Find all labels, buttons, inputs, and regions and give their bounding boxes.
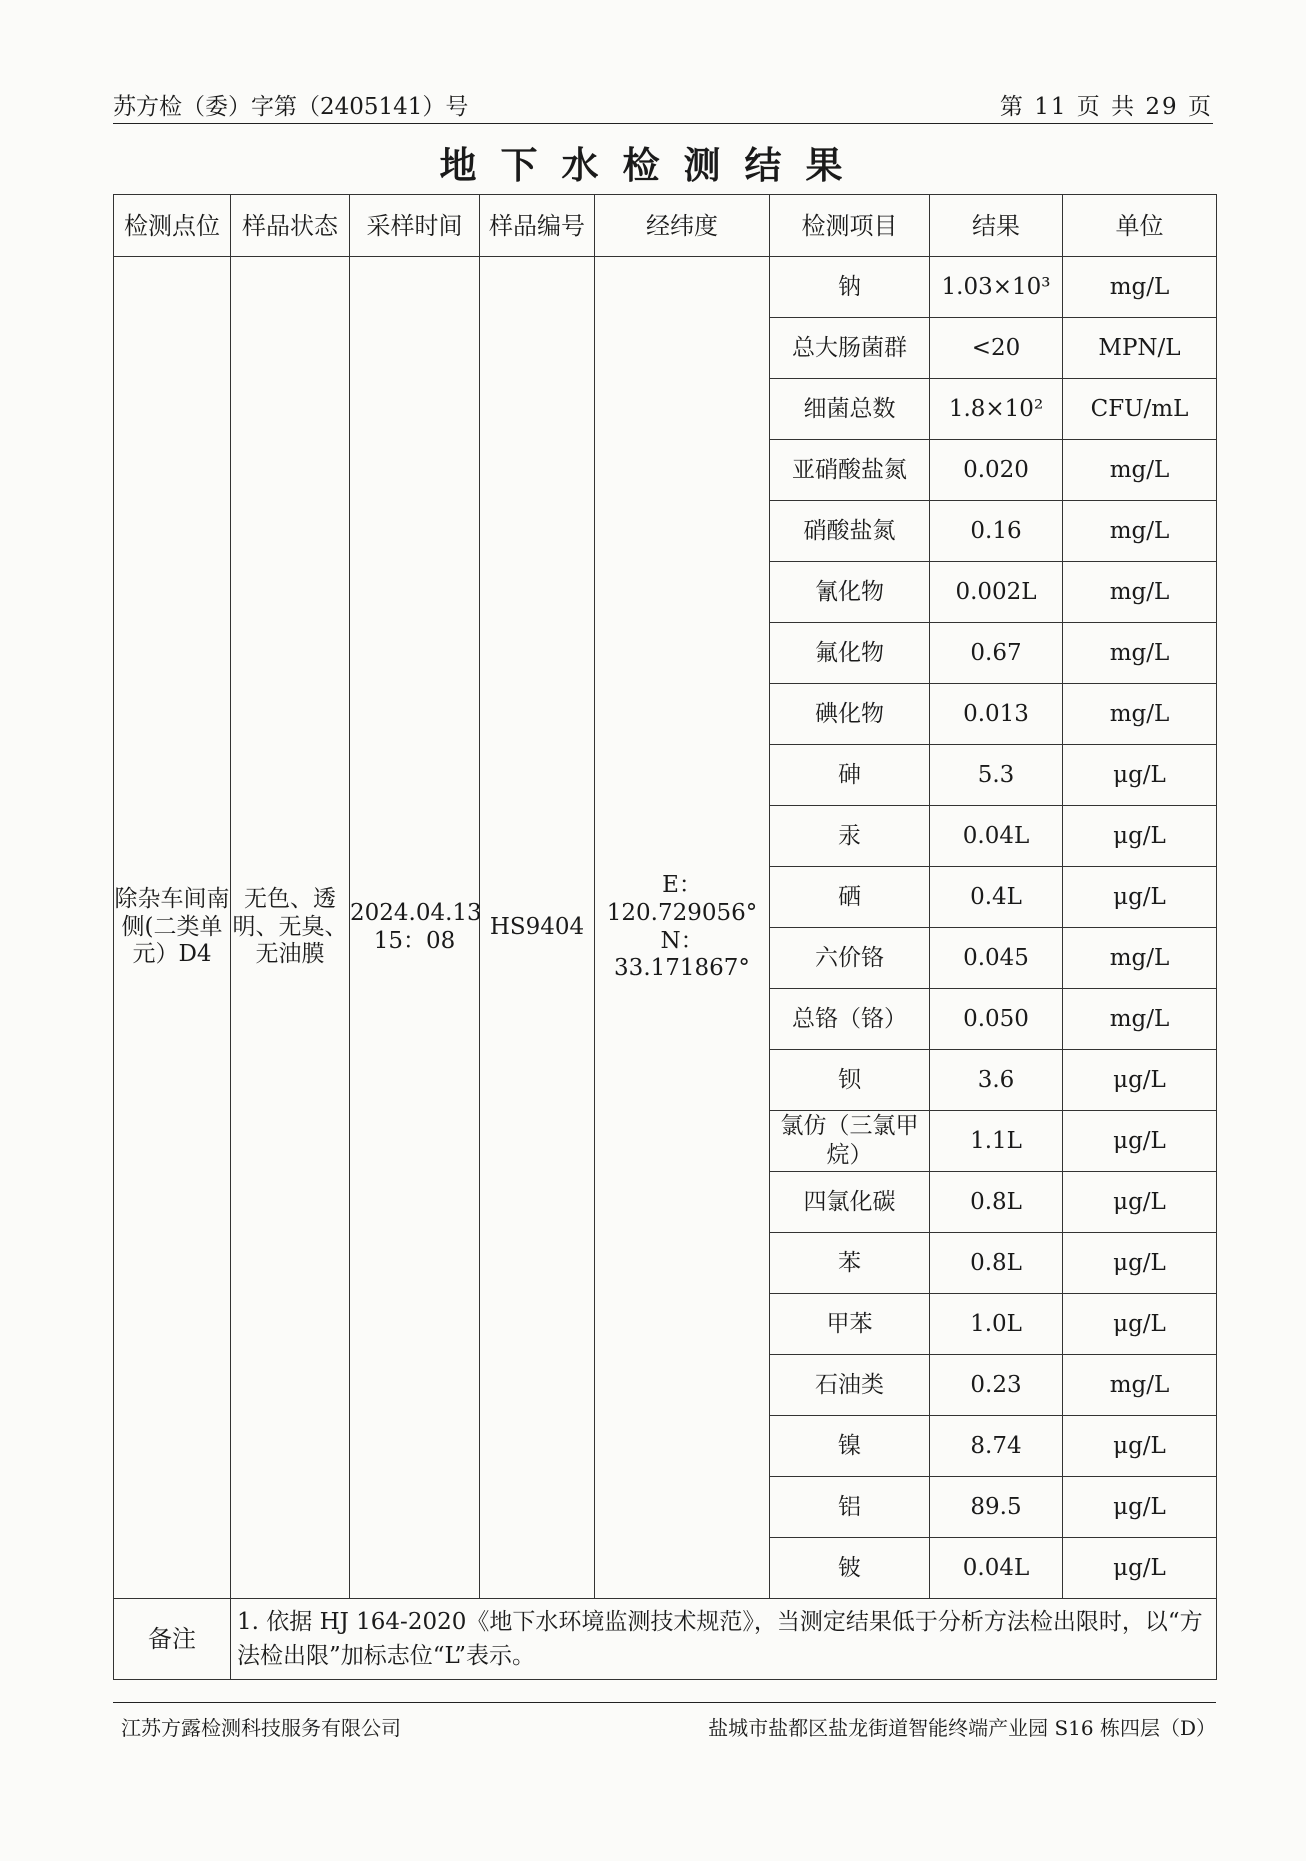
column-header: 采样时间 (350, 195, 480, 257)
latitude: N：33.171867° (614, 927, 750, 982)
test-result: 1.03×10³ (930, 257, 1063, 318)
test-unit: mg/L (1063, 684, 1217, 745)
test-result: 0.002L (930, 562, 1063, 623)
test-unit: μg/L (1063, 1294, 1217, 1355)
test-item: 氯仿（三氯甲烷） (770, 1111, 930, 1172)
column-header: 检测点位 (114, 195, 231, 257)
test-item: 亚硝酸盐氮 (770, 440, 930, 501)
company-address: 盐城市盐都区盐龙街道智能终端产业园 S16 栋四层（D） (708, 1716, 1216, 1740)
test-item: 氟化物 (770, 623, 930, 684)
test-unit: mg/L (1063, 989, 1217, 1050)
test-result: 0.4L (930, 867, 1063, 928)
test-unit: μg/L (1063, 1416, 1217, 1477)
page-indicator: 第 11 页 共 29 页 (999, 94, 1213, 120)
document-number: 苏方检（委）字第（2405141）号 (113, 94, 469, 120)
test-result: 0.013 (930, 684, 1063, 745)
test-unit: mg/L (1063, 501, 1217, 562)
test-item: 镍 (770, 1416, 930, 1477)
test-result: 0.23 (930, 1355, 1063, 1416)
test-item: 四氯化碳 (770, 1172, 930, 1233)
test-item: 总大肠菌群 (770, 318, 930, 379)
coordinates (595, 257, 770, 1599)
test-item: 铝 (770, 1477, 930, 1538)
test-result: 3.6 (930, 1050, 1063, 1111)
test-result: 0.050 (930, 989, 1063, 1050)
table-row (114, 257, 1217, 318)
test-result: 1.1L (930, 1111, 1063, 1172)
page-title: 地下水检测结果 (439, 144, 867, 187)
test-item: 碘化物 (770, 684, 930, 745)
test-item: 细菌总数 (770, 379, 930, 440)
sampling-date: 2024.04.13 (350, 899, 482, 926)
test-unit: μg/L (1063, 867, 1217, 928)
test-result: 1.8×10² (930, 379, 1063, 440)
test-unit: mg/L (1063, 1355, 1217, 1416)
test-result: 8.74 (930, 1416, 1063, 1477)
results-table (113, 194, 1217, 1680)
test-item: 钡 (770, 1050, 930, 1111)
test-item: 硒 (770, 867, 930, 928)
column-header: 经纬度 (595, 195, 770, 257)
test-unit: μg/L (1063, 1111, 1217, 1172)
column-header: 样品状态 (231, 195, 350, 257)
test-unit: MPN/L (1063, 318, 1217, 379)
test-result: 0.045 (930, 928, 1063, 989)
test-result: 5.3 (930, 745, 1063, 806)
company-name: 江苏方露检测科技服务有限公司 (121, 1716, 401, 1740)
test-item: 硝酸盐氮 (770, 501, 930, 562)
test-result: 0.04L (930, 806, 1063, 867)
sample-state: 无色、透明、无臭、无油膜 (231, 257, 350, 1599)
test-unit: mg/L (1063, 928, 1217, 989)
test-unit: μg/L (1063, 1172, 1217, 1233)
test-item: 总铬（铬） (770, 989, 930, 1050)
sampling-time (350, 257, 480, 1599)
test-unit: μg/L (1063, 1050, 1217, 1111)
test-item: 石油类 (770, 1355, 930, 1416)
test-result: 0.8L (930, 1172, 1063, 1233)
test-item: 砷 (770, 745, 930, 806)
test-result: 0.04L (930, 1538, 1063, 1599)
test-unit: mg/L (1063, 623, 1217, 684)
test-item: 汞 (770, 806, 930, 867)
test-unit: μg/L (1063, 1477, 1217, 1538)
test-item: 六价铬 (770, 928, 930, 989)
test-unit: mg/L (1063, 257, 1217, 318)
test-item: 苯 (770, 1233, 930, 1294)
test-unit: μg/L (1063, 745, 1217, 806)
page-header (113, 88, 1213, 122)
sampling-clock: 15：08 (373, 927, 456, 954)
remarks-text: 1. 依据 HJ 164-2020《地下水环境监测技术规范》，当测定结果低于分析方法检出限时，以“方法检出限”加标志位“L”表示。 (231, 1599, 1217, 1680)
table-header-row (114, 195, 1217, 257)
longitude: E：120.729056° (606, 872, 758, 926)
footer-divider (113, 1702, 1216, 1703)
sample-location: 除杂车间南侧(二类单元）D4 (114, 257, 231, 1599)
test-result: 0.8L (930, 1233, 1063, 1294)
test-unit: mg/L (1063, 440, 1217, 501)
test-item: 氰化物 (770, 562, 930, 623)
test-unit: μg/L (1063, 1538, 1217, 1599)
test-result: 89.5 (930, 1477, 1063, 1538)
test-result: <20 (930, 318, 1063, 379)
test-result: 0.67 (930, 623, 1063, 684)
column-header: 结果 (930, 195, 1063, 257)
test-result: 1.0L (930, 1294, 1063, 1355)
test-item: 铍 (770, 1538, 930, 1599)
header-divider (113, 123, 1213, 124)
test-item: 钠 (770, 257, 930, 318)
test-unit: μg/L (1063, 806, 1217, 867)
column-header: 样品编号 (480, 195, 595, 257)
test-result: 0.16 (930, 501, 1063, 562)
column-header: 检测项目 (770, 195, 930, 257)
test-unit: μg/L (1063, 1233, 1217, 1294)
remarks-row (114, 1599, 1217, 1680)
test-item: 甲苯 (770, 1294, 930, 1355)
sample-id: HS9404 (480, 257, 595, 1599)
page-footer (113, 1712, 1216, 1742)
test-unit: CFU/mL (1063, 379, 1217, 440)
test-result: 0.020 (930, 440, 1063, 501)
test-unit: mg/L (1063, 562, 1217, 623)
column-header: 单位 (1063, 195, 1217, 257)
remarks-label: 备注 (114, 1599, 231, 1680)
